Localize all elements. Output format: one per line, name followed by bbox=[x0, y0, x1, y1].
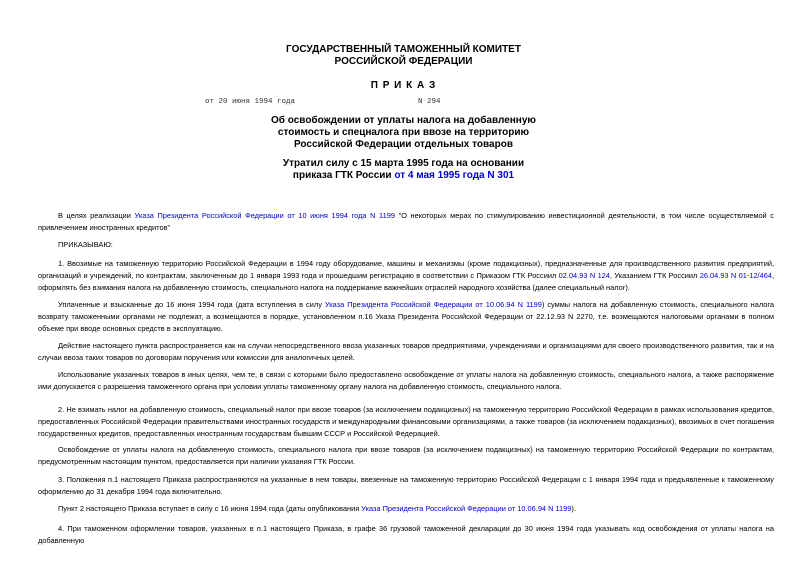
doc-title-line2: стоимость и спецналога при ввозе на территорию bbox=[277, 127, 530, 138]
paragraph-order: ПРИКАЗЫВАЮ: bbox=[58, 240, 113, 249]
paragraph-refund bbox=[38, 299, 774, 335]
paragraph-item-2: 2. Не взимать налог на добавленную стоимость, специальный налог при ввозе товаров (за исключением подакцизных) на таможенную территорию Российской Федерации в рамках использования кредитов, предоставленных Российской Федерации правительствами иностранных государств и международными финансовыми организациями, а также товаров (за исключением подакцизных), ввозимых в счет погашения государственных кредитов, предоставленных иностранным государствам бывшим СССР и Российской Федерацией. bbox=[38, 405, 774, 438]
effective-text: Пункт 2 настоящего Приказа вступает в силу с 16 июня 1994 года (даты опубликования bbox=[58, 504, 362, 513]
paragraph-usage: Использование указанных товаров в иных целях, чем те, в связи с которыми было предоставлено освобождение от уплаты налога на добавленную стоимость, специального налога, а также распоряжение ими допускается с разрешения таможенного органа при условии уплаты таможенному органу налога на добавленную стоимость, специального налога. bbox=[38, 370, 774, 391]
intro-text-rest: "О некоторых мерах по стимулированию инвестиционной деятельности, в том числе осуществляемой с привлечением иностранных кредитов" bbox=[38, 211, 774, 232]
void-note-line1: Утратил силу с 15 марта 1995 года на основании bbox=[282, 158, 525, 169]
intro-text: В целях реализации bbox=[58, 211, 135, 220]
void-note-line2 bbox=[0, 170, 807, 182]
paragraph-scope: Действие настоящего пункта распространяется как на случаи непосредственного ввоза указанных товаров предприятиями, учреждениями и организациями для своего производственного развития, так и на случаи ввоза таких товаров по договорам поручения или комиссии для аналогичных целей. bbox=[38, 341, 774, 362]
item1-text: 1. Ввозимые на таможенную территорию Российской Федерации в 1994 году оборудование, машины и механизмы (кроме подакцизных), предназначенные для производственного развития предприятий, организаций и учреждений, по контрактам, заключенным до 1 января 1993 года и прошедшим регистрацию в соответствии с Приказом ГТК Россиил bbox=[38, 259, 774, 280]
doc-type: П Р И К А З bbox=[370, 80, 437, 91]
decree-1199-link[interactable]: Указа Президента Российской Федерации от 10 июня 1994 года N 1199 bbox=[134, 211, 395, 220]
order-124-link[interactable]: 02.04.93 N 124 bbox=[558, 271, 610, 280]
paragraph-effective bbox=[38, 503, 774, 515]
doc-number: N 294 bbox=[418, 98, 441, 106]
effective-text-rest: ). bbox=[571, 504, 576, 513]
void-note-text: приказа ГТК России bbox=[292, 170, 395, 181]
doc-title-line1: Об освобождении от уплаты налога на добавленную bbox=[271, 115, 536, 126]
refund-text: Уплаченные и взысканные до 16 июня 1994 года (дата вступления в силу bbox=[58, 300, 325, 309]
item1-text-rest: , оформлять без взимания налога на добавленную стоимость, специального налога на поддержание важнейших отраслей народного хозяйства (далее специальный налог). bbox=[38, 271, 775, 292]
decree-1199-link-3[interactable]: Указа Президента Российской Федерации от 10.06.94 N 1199 bbox=[361, 504, 572, 513]
org-name-line1: ГОСУДАРСТВЕННЫЙ ТАМОЖЕННЫЙ КОМИТЕТ bbox=[286, 44, 521, 55]
paragraph-intro bbox=[38, 210, 774, 234]
paragraph-exemption: Освобождение от уплаты налога на добавленную стоимость, специального налога при ввозе товаров (за исключением подакцизных) на таможенную территорию Российской Федерации по контрактам, предусмотренным настоящим пунктом, предоставляется при наличии указания ГТК России. bbox=[38, 445, 774, 466]
paragraph-item-3: 3. Положения п.1 настоящего Приказа распространяются на указанные в нем товары, ввезенные на таможенную территорию Российской Федерации с 1 января 1994 года и предъявленные к таможенному оформлению до 31 декабря 1994 года включительно. bbox=[38, 475, 774, 496]
refund-text-rest: ) суммы налога на добавленную стоимость, специального налога возврату таможенными органами не подлежат, а возмещаются в порядке, установленном п.16 Указа Президента Российской Федерации от 22.12.93 N 2270, т.е. возмещаются налоговыми органами в полном объеме при вводе основных средств в эксплуатацию. bbox=[38, 300, 775, 333]
paragraph-item-1 bbox=[38, 258, 774, 294]
void-order-link[interactable]: от 4 мая 1995 года N 301 bbox=[394, 170, 515, 181]
instruction-464-link[interactable]: 26.04.93 N 01-12/464 bbox=[699, 271, 772, 280]
decree-1199-link-2[interactable]: Указа Президента Российской Федерации от 10.06.94 N 1199 bbox=[324, 300, 542, 309]
paragraph-item-4: 4. При таможенном оформлении товаров, указанных в п.1 настоящего Приказа, в графе 36 грузовой таможенной декларации до 30 июня 1994 года указывать код освобождения от уплаты налога на добавленную bbox=[38, 524, 774, 545]
item1-text-mid: , Указанием ГТК Россиил bbox=[609, 271, 700, 280]
doc-title-line3: Российской Федерации отдельных товаров bbox=[294, 139, 513, 150]
org-name-line2: РОССИЙСКОЙ ФЕДЕРАЦИИ bbox=[334, 56, 473, 67]
doc-date: от 20 июня 1994 года bbox=[205, 98, 296, 106]
